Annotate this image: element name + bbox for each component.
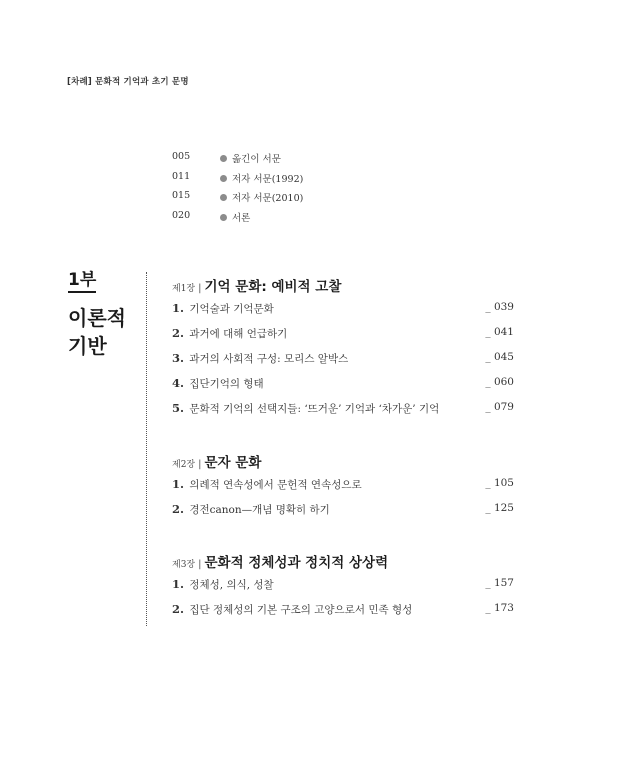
chapter-1: [172, 275, 514, 426]
chapter-separator: |: [198, 459, 202, 470]
running-header: [차례] 문화적 기억과 초기 문명: [67, 77, 189, 87]
chapter-3: [172, 551, 514, 627]
chapter-separator: |: [198, 283, 202, 294]
prelim-page: 005: [172, 151, 191, 162]
prelim-title: 저자 서문(1992): [232, 173, 304, 185]
toc-entry[interactable]: [172, 351, 514, 376]
section-title: 집단기억의 형태: [189, 378, 264, 390]
prelim-page: 015: [172, 190, 191, 201]
toc-entry[interactable]: [172, 326, 514, 351]
prelim-page: 011: [172, 170, 191, 182]
section-page: _ 079: [485, 401, 514, 413]
bullet-icon: [220, 194, 227, 201]
section-number: 5.: [172, 401, 185, 415]
chapter-number: 제2장: [172, 460, 196, 470]
chapter-2: [172, 451, 514, 527]
chapter-title: 문화적 정체성과 정치적 상상력: [204, 555, 389, 571]
toc-entry[interactable]: [172, 376, 514, 401]
bullet-icon: [220, 214, 227, 221]
section-page: _ 060: [485, 376, 514, 388]
prelim-title: 저자 서문(2010): [232, 193, 304, 204]
bullet-icon: [220, 155, 227, 162]
section-number: 2.: [172, 502, 185, 516]
section-number: 3.: [172, 351, 185, 365]
part-label: [68, 270, 138, 360]
toc-entry[interactable]: [172, 477, 514, 502]
chapter-heading[interactable]: [172, 451, 514, 473]
section-title: 기억술과 기억문화: [189, 303, 274, 315]
toc-entry[interactable]: [172, 602, 514, 627]
chapter-heading[interactable]: [172, 275, 514, 297]
prelim-title: 서론: [232, 212, 251, 224]
section-number: 1.: [172, 301, 185, 315]
section-number: 4.: [172, 376, 185, 390]
chapter-title: 문자 문화: [204, 455, 262, 471]
toc-entry[interactable]: [172, 502, 514, 527]
section-number: 2.: [172, 326, 185, 340]
chapter-separator: |: [198, 559, 202, 570]
section-page: _ 157: [485, 577, 514, 589]
part-number: 1부: [68, 270, 96, 293]
section-page: _ 125: [485, 502, 514, 514]
chapter-number: 제3장: [172, 560, 196, 570]
section-number: 1.: [172, 477, 185, 491]
section-title: 문화적 기억의 선택지들: ‘뜨거운’ 기억과 ‘차가운’ 기억: [189, 403, 440, 415]
prelim-page: 020: [172, 209, 191, 221]
chapter-title: 기억 문화: 예비적 고찰: [204, 279, 342, 295]
section-title: 정체성, 의식, 성찰: [189, 579, 274, 591]
section-number: 1.: [172, 577, 185, 591]
dotted-divider: [146, 272, 147, 626]
toc-entry[interactable]: [172, 401, 514, 426]
section-page: _ 041: [485, 326, 514, 338]
toc-entry[interactable]: [172, 301, 514, 326]
prelim-title: 옮긴이 서문: [232, 154, 281, 165]
section-number: 2.: [172, 602, 185, 616]
section-page: _ 105: [485, 477, 514, 489]
section-title: 의례적 연속성에서 문헌적 연속성으로: [189, 479, 362, 491]
toc-entry[interactable]: [172, 577, 514, 602]
section-title: 과거에 대해 언급하기: [189, 328, 288, 340]
section-title: 과거의 사회적 구성: 모리스 알박스: [189, 353, 349, 365]
part-title: 이론적 기반: [68, 306, 126, 358]
chapter-heading[interactable]: [172, 551, 514, 573]
chapter-number: 제1장: [172, 284, 196, 294]
section-page: _ 045: [485, 351, 514, 363]
bullet-icon: [220, 175, 227, 182]
section-title: 집단 정체성의 기본 구조의 고양으로서 민족 형성: [189, 604, 413, 616]
section-page: _ 173: [485, 602, 514, 614]
section-title: 경전canon—개념 명확히 하기: [189, 504, 330, 516]
section-page: _ 039: [485, 301, 514, 313]
